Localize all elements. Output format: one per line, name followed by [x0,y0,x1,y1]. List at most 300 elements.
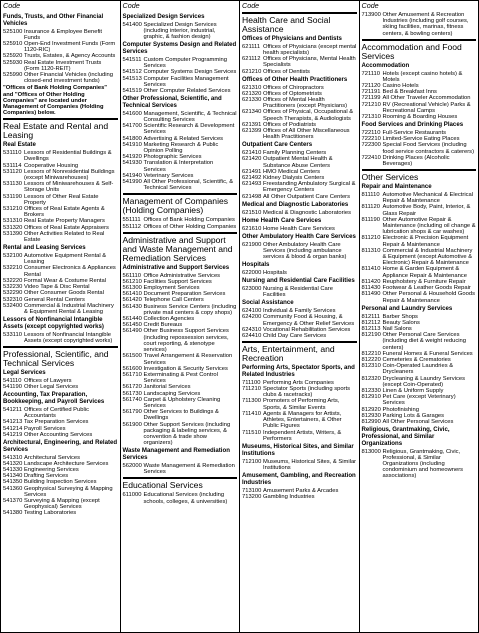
industry-description: Funeral Homes & Funeral Services [382,350,473,357]
naics-code: 812320 [361,375,381,382]
code-entry [242,242,357,261]
code-entry [362,204,477,216]
naics-code: 561740 [122,396,142,403]
code-entry [242,398,357,410]
naics-code: 532230 [3,284,23,291]
industry-description: Drycleaning & Laundry Services (except Coin-Operated) [382,375,465,388]
industry-description: Nursing & Residential Care Facilities [263,286,333,299]
subsection-heading: Social Assistance [242,299,294,307]
naics-code: 525100 [3,28,23,35]
naics-code: 621498 [242,193,262,200]
naics-code: 531210 [3,206,23,213]
naics-code: 541519 [122,88,142,95]
subsection-heading: Real Estate [3,141,36,149]
industry-description: Custom Computer Programming Services [143,57,227,70]
industry-description: Other Accounting Services [24,431,93,438]
code-column-4 [359,1,479,632]
industry-description: Electronic & Precision Equipment Repair & Maintenance [382,235,469,248]
industry-section [123,10,238,191]
industry-description: All Other Traveler Accommodation [382,95,471,102]
industry-description: RV (Recreational Vehicle) Parks & Recreational Camps [382,101,471,114]
section-title: Professional, Scientific, and Technical Services [3,349,109,369]
subsection-heading: Amusement, Gambling, and Recreation Industries [242,471,356,486]
industry-description: Lessors of Nonresidential Buildings (except Miniwarehouses) [24,168,115,182]
code-entry [123,22,238,41]
industry-description: Investigation & Security Services [143,365,228,372]
naics-code: 721199 [361,95,381,102]
code-column-1 [1,1,120,632]
industry-description: Other Activities Related to Real Estate [24,230,105,244]
industry-description: Offices of Physicians, Mental Health Specialists [263,56,356,69]
naics-code: 811490 [361,291,381,298]
subsection-heading: Rental and Leasing Services [3,244,86,252]
naics-code: 621510 [242,209,262,216]
industry-description: Drinking Places (Alcoholic Beverages) [382,154,450,168]
industry-description: Offices of Chiropractors [263,84,324,91]
industry-description: Hospitals [263,270,287,277]
industry-description: Museums, Historical Sites, & Similar Institutions [263,458,357,471]
industry-description: Building Inspection Services [24,479,97,486]
industry-description: Commercial & Industrial Machinery & Equipment Rental & Leasing [24,302,114,315]
code-column-3 [239,1,359,632]
code-entry [3,303,118,315]
naics-code: 811120 [361,204,380,211]
industry-description: Consumer Electronics & Appliances Rental [24,265,116,278]
naics-code: 541380 [3,510,23,517]
naics-code: 541930 [122,160,142,167]
code-entry [242,459,357,471]
naics-code: 561440 [122,316,142,323]
holding-companies-note: "Offices of Bank Holding Companies" and "Offices of Other Holding Companies" are located under Management of Companies (Holding Companies) below. [3,85,108,117]
subsection-heading: Offices of Physicians and Dentists [242,35,342,42]
industry-description: Commercial & Industrial Machinery & Equipment (except Automotive & Electronic) Repair & Maintenance [382,247,473,267]
subsection-heading: Other Professional, Scientific, and Technical Services [122,95,222,110]
naics-code: 813000 [361,448,381,455]
subsection-heading: Accounting, Tax Preparation, Bookkeeping, and Payroll Services [3,391,105,406]
code-entry [3,72,118,84]
code-entry [123,76,238,88]
code-entry [123,160,238,172]
naics-code: 811410 [361,266,381,273]
industry-description: Individual & Family Services [263,308,336,315]
naics-code: 621610 [242,225,262,232]
naics-code: 812990 [361,418,381,425]
naics-code: 811110 [361,192,380,199]
industry-description: Automotive Equipment Rental & Leasing [24,253,107,266]
naics-code: 812910 [361,394,381,401]
code-entry [3,498,118,510]
naics-code: 531114 [3,162,22,169]
naics-code: 811190 [361,216,380,223]
naics-code: 713900 [361,12,381,18]
subsection-heading: Repair and Maintenance [361,183,432,191]
industry-description: Lessors of Other Real Estate Property [24,193,99,206]
code-entry [242,286,357,298]
subsection-heading: Nursing and Residential Care Facilities [242,277,355,285]
naics-code: 551112 [122,223,141,230]
industry-description: Footwear & Leather Goods Repair [382,285,471,292]
industry-description: Other Support Services (including packaging & labeling services, & convention & trade show organizers) [143,421,231,447]
naics-code: 525920 [3,53,23,60]
naics-code: 525910 [3,41,23,47]
naics-code: 711300 [242,398,261,405]
industry-description: Casino Hotels [382,83,419,90]
industry-description: Other Automotive Repair & Maintenance (including oil change & lubrication shops & car washes) [382,216,476,236]
industry-description: Specialized Design Services (including interior, industrial, graphic, & fashion design) [143,21,217,41]
naics-code: 541330 [3,466,23,473]
industry-description: Office Administrative Services [143,272,221,279]
naics-code: 712100 [242,458,262,465]
industry-description: Offices of Certified Public Accountants [24,406,89,420]
code-entry [123,463,238,475]
industry-description: Outpatient Mental Health & Substance Abuse Centers [263,156,333,169]
naics-code: 621900 [242,241,262,248]
naics-code: 624100 [242,308,262,315]
subsection-heading: Specialized Design Services [122,13,205,20]
code-entry [362,291,477,303]
industry-description: Independent Artists, Writers, & Performers [263,429,342,442]
industry-description: Offices of Mental Health Practitioners (except Physicians) [263,97,348,110]
naics-code: 531130 [3,181,22,188]
industry-description: Offices of Dentists [263,68,310,75]
code-entry [123,57,238,69]
code-entry [242,430,357,442]
code-entry [362,142,477,154]
naics-code: 621310 [242,84,262,91]
naics-code: 531110 [3,150,22,157]
subsection-heading: Legal Services [3,369,46,377]
industry-description: Other Business Support Services (including repossession services, court reporting, & stenotype services) [143,328,229,354]
naics-code: 541320 [3,460,23,467]
naics-code: 721210 [361,101,381,108]
naics-code: 624200 [242,314,262,321]
industry-description: Document Preparation Services [143,291,226,298]
naics-code: 531190 [3,193,22,200]
naics-code: 541310 [3,454,23,461]
naics-code: 561410 [122,291,142,298]
naics-code: 812930 [361,412,381,419]
subsection-heading: Funds, Trusts, and Other Financial Vehicles [3,13,104,27]
section-title: Educational Services [122,480,203,491]
industry-description: Promoters of Performing Arts, Sports, & Similar Events [263,398,340,411]
industry-description: Kidney Dialysis Centers [263,175,325,182]
naics-code: 722300 [361,142,381,149]
industry-description: Advertising & Related Services [143,135,224,142]
subsection-heading: Administrative and Support Services [122,263,230,271]
naics-code: 621410 [242,150,262,157]
naics-code: 811420 [361,278,381,285]
naics-code: 812920 [361,406,381,413]
code-entry [362,394,477,406]
naics-code: 621112 [242,56,261,63]
subsection-heading: Architectural, Engineering, and Related Services [3,438,118,453]
code-column-header: Code [122,1,140,10]
industry-description: Tax Preparation Services [24,419,89,426]
industry-description: Linen & Uniform Supply [382,387,444,394]
industry-section [242,12,357,339]
naics-code: 561420 [122,297,142,304]
naics-code: 541512 [122,69,142,76]
code-entry [242,386,357,398]
naics-code: 621492 [242,175,262,182]
industry-description: Landscape Architecture Services [24,460,109,467]
industry-description: Gambling Industries [263,493,315,500]
naics-code: 711100 [242,379,261,386]
industry-description: Home & Garden Equipment & Appliance Repair & Maintenance [382,266,467,279]
industry-description: Collection Agencies [143,316,195,323]
naics-code: 811310 [361,247,381,254]
industry-description: Home Health Care Services [263,225,335,232]
code-column-header: Code [361,1,379,10]
naics-code: 562000 [122,462,142,469]
code-entry [123,111,238,123]
industry-section [123,477,238,504]
code-entry [362,192,477,204]
industry-description: Full-Service Restaurants [382,130,446,137]
industry-section [3,346,118,516]
naics-code: 623000 [242,286,262,293]
code-entry [3,181,118,193]
code-entry [123,328,238,353]
code-entry [123,353,238,365]
section-title: Arts, Entertainment, and Recreation [242,344,335,364]
naics-code: 624310 [242,326,262,333]
code-entry [123,422,238,447]
naics-code: 541110 [3,377,22,384]
industry-description: Lessors of Miniwarehouses & Self-Storage Units [24,181,114,194]
industry-description: All Other Personal Services [382,418,454,425]
industry-description: Video Tape & Disc Rental [24,284,90,291]
industry-description: Lessors of Residential Buildings & Dwellings [24,150,112,163]
naics-code: 713100 [242,487,262,494]
industry-description: HMO Medical Centers [263,168,321,175]
naics-code: 532100 [3,253,23,260]
naics-code: 621210 [242,68,262,75]
code-entry [362,363,477,375]
naics-code: 541700 [122,123,142,130]
section-title: Health Care and Social Assistance [242,15,331,34]
industry-description: Other Ambulatory Health Care Services (including ambulance services & blood & organ banks) [263,241,347,261]
naics-code: 531310 [3,218,23,225]
industry-description: Real Estate Investment Trusts (Form 1120-REIT) [24,59,102,72]
code-entry [362,155,477,167]
naics-code: 541940 [122,172,142,179]
code-entry [3,169,118,181]
naics-code: 531320 [3,224,23,231]
subsection-heading: Outpatient Care Centers [242,141,313,149]
industry-description: Engineering Services [24,466,79,473]
industry-description: Photographic Services [143,154,202,161]
naics-code: 722410 [361,154,381,161]
naics-code: 621391 [242,121,262,128]
industry-description: Hotels (except casino hotels) & Motels [382,70,463,83]
naics-code: 541370 [3,497,23,504]
naics-code: 541511 [122,57,142,63]
naics-code: 621399 [242,128,262,135]
code-entry [123,492,238,504]
section-title: Administrative and Support and Waste Management and Remediation Services [122,234,233,263]
naics-code: 551111 [122,217,141,224]
industry-description: Testing Laboratories [24,510,77,517]
industry-description: Cooperative Housing [24,162,79,169]
code-entry [3,432,118,438]
industry-description: Other Personal Care Services (including diet & weight reducing centers) [382,332,466,351]
naics-code: 541920 [122,154,142,161]
industry-description: Geophysical Surveying & Mapping Services [24,485,113,498]
naics-code: 722110 [361,130,381,137]
industry-description: Business Service Centers (including private mail centers & copy shops) [143,303,237,316]
industry-description: Insurance & Employee Benefit Funds [24,28,102,41]
industry-section [123,193,238,229]
naics-code: 541350 [3,479,23,486]
code-entry [123,224,238,230]
industry-description: Barber Shops [382,313,418,320]
code-entry [3,194,118,206]
naics-code: 721191 [361,89,381,96]
subsection-heading: Personal and Laundry Services [361,304,453,312]
code-entry [362,449,477,480]
naics-code: 812112 [361,319,381,326]
industry-description: Landscaping Services [143,390,201,397]
naics-code: 812330 [361,387,381,394]
code-entry [3,332,118,344]
naics-code: 812113 [361,325,381,332]
code-entry [242,210,357,216]
naics-code: 621111 [242,43,261,50]
industry-description: Family Planning Centers [263,150,327,157]
code-entry [242,97,357,109]
industry-description: Bed & Breakfast Inns [382,89,437,96]
industry-description: Formal Wear & Costume Rental [24,277,107,284]
naics-code: 541513 [122,75,142,82]
industry-description: Offices of Physical, Occupational & Speech Therapists, & Audiologists [263,109,354,122]
naics-code: 622000 [242,270,262,277]
industry-description: Rooming & Boarding Houses [382,114,458,121]
industry-description: Cemeteries & Crematories [382,356,451,363]
naics-code: 561450 [122,322,142,329]
code-entry [123,123,238,135]
industry-description: Payroll Services [24,425,66,432]
industry-description: Agents & Managers for Artists, Athletes, Entertainers, & Other Public Figures [263,410,342,430]
industry-description: Offices of Lawyers [24,377,72,384]
industry-section [123,232,238,475]
industry-description: Child Day Care Services [263,333,327,340]
industry-description: Exterminating & Pest Control Services [143,371,218,385]
industry-description: Performing Arts Companies [263,379,334,386]
code-entry [242,270,357,276]
industry-description: Waste Management & Remediation Services [143,462,235,476]
industry-description: Coin-Operated Laundries & Drycleaners [382,363,454,376]
industry-section [242,341,357,500]
industry-description: Lessors of Nonfinancial Intangible Assets (except copyrighted works) [24,331,113,344]
naics-code: 561730 [122,390,142,397]
naics-code: 561720 [122,384,142,391]
code-entry [242,194,357,200]
industry-description: Automotive Body, Paint, Interior, & Glass Repair [382,204,471,217]
code-entry [123,179,238,191]
naics-code: 541190 [3,384,22,391]
code-entry [362,71,477,83]
industry-description: Travel Arrangement & Reservation Services [143,353,233,366]
naics-code: 531390 [3,230,23,237]
industry-section [3,118,118,344]
subsection-heading: Other Ambulatory Health Care Services [242,232,356,240]
industry-description: Employment Services [143,285,200,292]
code-entry [242,44,357,56]
industry-description: Open-End Investment Funds (Form 1120-RIC) [24,41,116,54]
code-entry [123,304,238,316]
industry-section [362,169,477,479]
industry-description: Nail Salons [382,325,412,332]
subsection-heading: Computer Systems Design and Related Services [122,41,237,56]
naics-code: 812190 [361,332,381,339]
industry-description: Offices of Optometrists [263,90,322,97]
naics-code: 561430 [122,303,142,310]
code-entry [242,156,357,168]
naics-code: 721310 [361,114,381,121]
naics-code: 541340 [3,473,23,480]
naics-code: 611000 [122,492,142,499]
code-entry [242,494,357,500]
code-entry [362,12,477,37]
naics-code: 532290 [3,290,23,297]
industry-description: Other Legal Services [24,384,79,391]
code-column-header: Code [242,1,260,10]
code-entry [3,206,118,218]
naics-code: 621340 [242,109,262,116]
naics-code: 541400 [122,21,142,28]
industry-description: Other Financial Vehicles (including closed-end investment funds) [24,72,113,85]
industry-description: Offices of Bank Holding Companies [143,217,235,224]
industry-description: Real Estate Property Managers [24,218,105,225]
naics-code: 812310 [361,363,381,370]
code-entry [242,333,357,339]
naics-code: 711510 [242,429,261,436]
code-entry [362,419,477,425]
naics-code: 621330 [242,97,262,104]
industry-description: Community Food & Housing, & Emergency & Other Relief Services [263,314,355,327]
naics-code: 561710 [122,371,142,378]
code-entry [3,60,118,72]
industry-description: Facilities Support Services [143,278,212,285]
naics-code: 561210 [122,278,142,285]
industry-section [3,10,118,116]
code-entry [123,142,238,154]
subsection-heading: Offices of Other Health Practitioners [242,75,348,83]
naics-code: 541219 [3,431,23,438]
industry-description: Offices of Real Estate Agents & Brokers [24,206,105,219]
industry-description: Janitorial Services [143,384,191,391]
industry-description: Pet Care (except Veterinary) Services [382,394,456,407]
industry-description: Offices of Podiatrists [263,121,317,128]
industry-description: Vocational Rehabilitation Services [263,326,351,333]
industry-description: Parking Lots & Garages [382,412,445,419]
naics-code: 541211 [3,406,22,413]
section-title: Management of Companies (Holding Companies) [122,196,229,216]
industry-description: Marketing Research & Public Opinion Polling [143,141,219,155]
naics-code: 561110 [122,272,141,279]
code-column-header: Code [3,1,21,10]
naics-code: 541214 [3,425,23,432]
code-column-2 [120,1,240,632]
naics-code: 541800 [122,135,142,142]
subsection-heading: Museums, Historical Sites, and Similar Institutions [242,442,354,457]
code-entry [123,372,238,384]
industry-description: Other Computer Related Services [143,88,231,95]
naics-code: 561900 [122,421,142,428]
industry-description: Trusts, Estates, & Agency Accounts [24,53,116,60]
naics-code: 541990 [122,179,142,186]
